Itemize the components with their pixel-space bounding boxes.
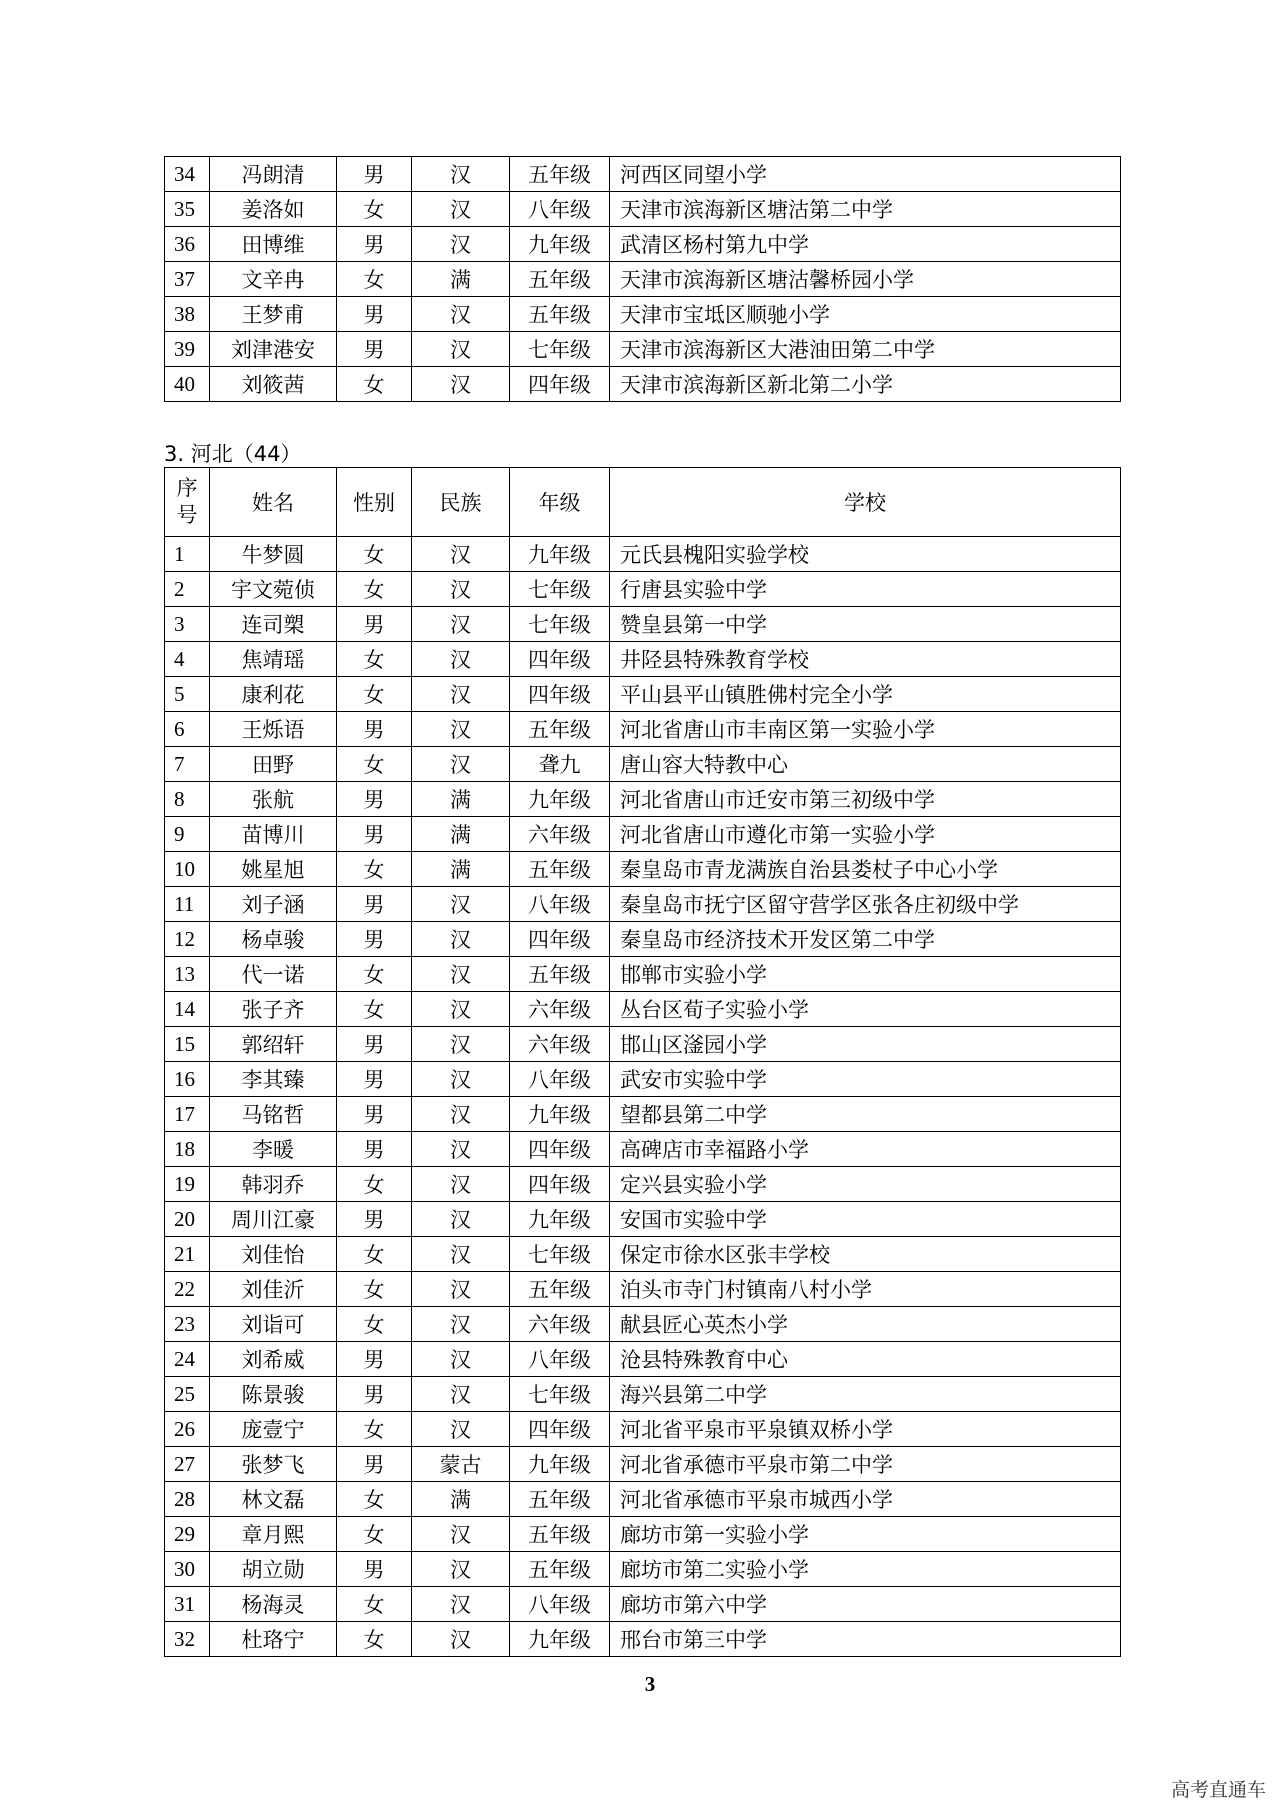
cell-name: 陈景骏 bbox=[210, 1377, 337, 1412]
cell-seq: 38 bbox=[165, 297, 210, 332]
cell-gender: 女 bbox=[337, 957, 412, 992]
cell-gender: 女 bbox=[337, 367, 412, 402]
cell-seq: 16 bbox=[165, 1062, 210, 1097]
cell-school: 河西区同望小学 bbox=[610, 157, 1121, 192]
cell-gender: 男 bbox=[337, 922, 412, 957]
cell-seq: 22 bbox=[165, 1272, 210, 1307]
table-row bbox=[165, 1587, 1121, 1622]
table-row bbox=[165, 1202, 1121, 1237]
cell-gender: 男 bbox=[337, 817, 412, 852]
cell-grade: 七年级 bbox=[510, 332, 610, 367]
watermark: 高考直通车 bbox=[1170, 1779, 1266, 1801]
cell-ethnicity: 汉 bbox=[412, 642, 510, 677]
cell-gender: 男 bbox=[337, 607, 412, 642]
section-title-hebei: 3. 河北（44） bbox=[164, 442, 302, 466]
cell-name: 田野 bbox=[210, 747, 337, 782]
cell-grade: 六年级 bbox=[510, 992, 610, 1027]
table-row bbox=[165, 1307, 1121, 1342]
cell-seq: 30 bbox=[165, 1552, 210, 1587]
cell-gender: 女 bbox=[337, 1482, 412, 1517]
cell-grade: 八年级 bbox=[510, 887, 610, 922]
cell-grade: 四年级 bbox=[510, 922, 610, 957]
cell-ethnicity: 汉 bbox=[412, 1062, 510, 1097]
cell-grade: 九年级 bbox=[510, 1097, 610, 1132]
cell-grade: 五年级 bbox=[510, 1272, 610, 1307]
cell-seq: 28 bbox=[165, 1482, 210, 1517]
cell-seq: 32 bbox=[165, 1622, 210, 1657]
cell-school: 河北省唐山市丰南区第一实验小学 bbox=[610, 712, 1121, 747]
table-row bbox=[165, 1517, 1121, 1552]
cell-seq: 29 bbox=[165, 1517, 210, 1552]
cell-seq: 36 bbox=[165, 227, 210, 262]
cell-grade: 八年级 bbox=[510, 1062, 610, 1097]
cell-grade: 八年级 bbox=[510, 1587, 610, 1622]
cell-name: 胡立勋 bbox=[210, 1552, 337, 1587]
cell-grade: 四年级 bbox=[510, 1412, 610, 1447]
cell-grade: 九年级 bbox=[510, 1447, 610, 1482]
table-row bbox=[165, 1027, 1121, 1062]
cell-gender: 女 bbox=[337, 1622, 412, 1657]
cell-ethnicity: 汉 bbox=[412, 747, 510, 782]
cell-name: 杨卓骏 bbox=[210, 922, 337, 957]
cell-grade: 四年级 bbox=[510, 367, 610, 402]
table-row bbox=[165, 297, 1121, 332]
cell-gender: 男 bbox=[337, 1552, 412, 1587]
cell-name: 张梦飞 bbox=[210, 1447, 337, 1482]
header-ethnicity: 民族 bbox=[412, 468, 510, 537]
cell-ethnicity: 满 bbox=[412, 817, 510, 852]
cell-gender: 女 bbox=[337, 677, 412, 712]
table-row bbox=[165, 157, 1121, 192]
table-row bbox=[165, 1272, 1121, 1307]
cell-name: 刘佳怡 bbox=[210, 1237, 337, 1272]
table-row bbox=[165, 1342, 1121, 1377]
student-table-tianjin-continued bbox=[164, 156, 1121, 402]
cell-ethnicity: 汉 bbox=[412, 1517, 510, 1552]
cell-gender: 男 bbox=[337, 1027, 412, 1062]
cell-ethnicity: 汉 bbox=[412, 1097, 510, 1132]
cell-school: 天津市宝坻区顺驰小学 bbox=[610, 297, 1121, 332]
cell-seq: 19 bbox=[165, 1167, 210, 1202]
cell-gender: 男 bbox=[337, 1097, 412, 1132]
cell-school: 邯山区滏园小学 bbox=[610, 1027, 1121, 1062]
cell-ethnicity: 汉 bbox=[412, 297, 510, 332]
cell-gender: 女 bbox=[337, 192, 412, 227]
cell-gender: 女 bbox=[337, 1167, 412, 1202]
table-row bbox=[165, 852, 1121, 887]
cell-ethnicity: 汉 bbox=[412, 712, 510, 747]
cell-school: 保定市徐水区张丰学校 bbox=[610, 1237, 1121, 1272]
cell-gender: 男 bbox=[337, 1202, 412, 1237]
cell-gender: 女 bbox=[337, 537, 412, 572]
cell-school: 秦皇岛市抚宁区留守营学区张各庄初级中学 bbox=[610, 887, 1121, 922]
cell-school: 天津市滨海新区塘沽第二中学 bbox=[610, 192, 1121, 227]
cell-school: 廊坊市第二实验小学 bbox=[610, 1552, 1121, 1587]
cell-name: 张航 bbox=[210, 782, 337, 817]
cell-grade: 五年级 bbox=[510, 1517, 610, 1552]
cell-school: 海兴县第二中学 bbox=[610, 1377, 1121, 1412]
cell-name: 张子齐 bbox=[210, 992, 337, 1027]
cell-name: 宇文菀侦 bbox=[210, 572, 337, 607]
cell-seq: 5 bbox=[165, 677, 210, 712]
cell-seq: 9 bbox=[165, 817, 210, 852]
cell-ethnicity: 满 bbox=[412, 852, 510, 887]
cell-name: 章月熙 bbox=[210, 1517, 337, 1552]
cell-name: 姚星旭 bbox=[210, 852, 337, 887]
table-row bbox=[165, 572, 1121, 607]
cell-seq: 40 bbox=[165, 367, 210, 402]
cell-name: 李暖 bbox=[210, 1132, 337, 1167]
cell-gender: 男 bbox=[337, 227, 412, 262]
cell-grade: 四年级 bbox=[510, 642, 610, 677]
cell-grade: 六年级 bbox=[510, 817, 610, 852]
cell-school: 献县匠心英杰小学 bbox=[610, 1307, 1121, 1342]
cell-ethnicity: 汉 bbox=[412, 992, 510, 1027]
cell-name: 牛梦圆 bbox=[210, 537, 337, 572]
cell-gender: 男 bbox=[337, 157, 412, 192]
cell-seq: 3 bbox=[165, 607, 210, 642]
cell-name: 刘诣可 bbox=[210, 1307, 337, 1342]
cell-gender: 男 bbox=[337, 1447, 412, 1482]
cell-ethnicity: 汉 bbox=[412, 367, 510, 402]
table-row bbox=[165, 922, 1121, 957]
cell-grade: 九年级 bbox=[510, 537, 610, 572]
table-row bbox=[165, 262, 1121, 297]
cell-school: 望都县第二中学 bbox=[610, 1097, 1121, 1132]
cell-gender: 男 bbox=[337, 887, 412, 922]
cell-school: 高碑店市幸福路小学 bbox=[610, 1132, 1121, 1167]
cell-gender: 女 bbox=[337, 1237, 412, 1272]
table-row bbox=[165, 712, 1121, 747]
student-table-hebei bbox=[164, 467, 1121, 1657]
cell-seq: 26 bbox=[165, 1412, 210, 1447]
cell-ethnicity: 汉 bbox=[412, 1622, 510, 1657]
table-row bbox=[165, 887, 1121, 922]
cell-name: 田博维 bbox=[210, 227, 337, 262]
cell-school: 天津市滨海新区新北第二小学 bbox=[610, 367, 1121, 402]
cell-school: 秦皇岛市经济技术开发区第二中学 bbox=[610, 922, 1121, 957]
cell-name: 刘筱茜 bbox=[210, 367, 337, 402]
cell-ethnicity: 汉 bbox=[412, 677, 510, 712]
cell-grade: 九年级 bbox=[510, 1622, 610, 1657]
cell-seq: 24 bbox=[165, 1342, 210, 1377]
table-row bbox=[165, 1377, 1121, 1412]
cell-grade: 八年级 bbox=[510, 1342, 610, 1377]
cell-gender: 女 bbox=[337, 852, 412, 887]
cell-school: 井陉县特殊教育学校 bbox=[610, 642, 1121, 677]
cell-grade: 七年级 bbox=[510, 1237, 610, 1272]
cell-ethnicity: 汉 bbox=[412, 1307, 510, 1342]
cell-seq: 6 bbox=[165, 712, 210, 747]
cell-grade: 五年级 bbox=[510, 262, 610, 297]
cell-ethnicity: 汉 bbox=[412, 1342, 510, 1377]
cell-grade: 五年级 bbox=[510, 712, 610, 747]
cell-gender: 男 bbox=[337, 332, 412, 367]
cell-grade: 聋九 bbox=[510, 747, 610, 782]
cell-grade: 七年级 bbox=[510, 572, 610, 607]
table-row bbox=[165, 1132, 1121, 1167]
cell-ethnicity: 汉 bbox=[412, 957, 510, 992]
cell-seq: 4 bbox=[165, 642, 210, 677]
cell-grade: 八年级 bbox=[510, 192, 610, 227]
cell-seq: 11 bbox=[165, 887, 210, 922]
cell-ethnicity: 满 bbox=[412, 262, 510, 297]
cell-ethnicity: 汉 bbox=[412, 157, 510, 192]
table-row bbox=[165, 782, 1121, 817]
cell-ethnicity: 蒙古 bbox=[412, 1447, 510, 1482]
table-row bbox=[165, 1482, 1121, 1517]
cell-gender: 女 bbox=[337, 1307, 412, 1342]
cell-grade: 五年级 bbox=[510, 1552, 610, 1587]
cell-ethnicity: 汉 bbox=[412, 1377, 510, 1412]
cell-name: 杨海灵 bbox=[210, 1587, 337, 1622]
table-row bbox=[165, 642, 1121, 677]
cell-name: 文辛冉 bbox=[210, 262, 337, 297]
table-row bbox=[165, 992, 1121, 1027]
cell-seq: 20 bbox=[165, 1202, 210, 1237]
cell-seq: 15 bbox=[165, 1027, 210, 1062]
header-name: 姓名 bbox=[210, 468, 337, 537]
cell-grade: 五年级 bbox=[510, 852, 610, 887]
table-row bbox=[165, 957, 1121, 992]
cell-seq: 10 bbox=[165, 852, 210, 887]
cell-name: 郭绍轩 bbox=[210, 1027, 337, 1062]
cell-seq: 37 bbox=[165, 262, 210, 297]
cell-ethnicity: 汉 bbox=[412, 1237, 510, 1272]
cell-seq: 13 bbox=[165, 957, 210, 992]
cell-school: 唐山容大特教中心 bbox=[610, 747, 1121, 782]
cell-school: 邯郸市实验小学 bbox=[610, 957, 1121, 992]
cell-grade: 六年级 bbox=[510, 1027, 610, 1062]
cell-ethnicity: 汉 bbox=[412, 537, 510, 572]
table-row bbox=[165, 1097, 1121, 1132]
cell-seq: 31 bbox=[165, 1587, 210, 1622]
cell-name: 庞壹宁 bbox=[210, 1412, 337, 1447]
cell-school: 行唐县实验中学 bbox=[610, 572, 1121, 607]
table-row bbox=[165, 817, 1121, 852]
table-row bbox=[165, 747, 1121, 782]
cell-name: 林文磊 bbox=[210, 1482, 337, 1517]
table-row bbox=[165, 1447, 1121, 1482]
cell-name: 连司槊 bbox=[210, 607, 337, 642]
cell-name: 杜珞宁 bbox=[210, 1622, 337, 1657]
cell-seq: 25 bbox=[165, 1377, 210, 1412]
cell-gender: 男 bbox=[337, 1062, 412, 1097]
cell-name: 康利花 bbox=[210, 677, 337, 712]
cell-school: 廊坊市第六中学 bbox=[610, 1587, 1121, 1622]
cell-grade: 九年级 bbox=[510, 1202, 610, 1237]
table-header-row bbox=[165, 468, 1121, 537]
cell-school: 定兴县实验小学 bbox=[610, 1167, 1121, 1202]
cell-gender: 男 bbox=[337, 1132, 412, 1167]
cell-ethnicity: 汉 bbox=[412, 1132, 510, 1167]
cell-seq: 39 bbox=[165, 332, 210, 367]
cell-school: 河北省平泉市平泉镇双桥小学 bbox=[610, 1412, 1121, 1447]
table-row bbox=[165, 1167, 1121, 1202]
cell-gender: 男 bbox=[337, 782, 412, 817]
cell-grade: 四年级 bbox=[510, 677, 610, 712]
cell-gender: 女 bbox=[337, 572, 412, 607]
cell-grade: 七年级 bbox=[510, 1377, 610, 1412]
cell-seq: 12 bbox=[165, 922, 210, 957]
table-row bbox=[165, 607, 1121, 642]
cell-name: 苗博川 bbox=[210, 817, 337, 852]
cell-school: 武安市实验中学 bbox=[610, 1062, 1121, 1097]
cell-gender: 男 bbox=[337, 1377, 412, 1412]
cell-name: 马铭哲 bbox=[210, 1097, 337, 1132]
table-row bbox=[165, 227, 1121, 262]
cell-gender: 女 bbox=[337, 1272, 412, 1307]
cell-grade: 四年级 bbox=[510, 1167, 610, 1202]
cell-grade: 九年级 bbox=[510, 227, 610, 262]
cell-ethnicity: 汉 bbox=[412, 1202, 510, 1237]
cell-school: 邢台市第三中学 bbox=[610, 1622, 1121, 1657]
cell-gender: 女 bbox=[337, 1587, 412, 1622]
cell-ethnicity: 汉 bbox=[412, 1587, 510, 1622]
cell-seq: 21 bbox=[165, 1237, 210, 1272]
cell-school: 廊坊市第一实验小学 bbox=[610, 1517, 1121, 1552]
cell-gender: 女 bbox=[337, 1517, 412, 1552]
cell-name: 焦靖瑶 bbox=[210, 642, 337, 677]
cell-gender: 男 bbox=[337, 297, 412, 332]
cell-seq: 35 bbox=[165, 192, 210, 227]
table-row bbox=[165, 1412, 1121, 1447]
table-row bbox=[165, 537, 1121, 572]
cell-ethnicity: 汉 bbox=[412, 572, 510, 607]
cell-school: 沧县特殊教育中心 bbox=[610, 1342, 1121, 1377]
cell-ethnicity: 汉 bbox=[412, 192, 510, 227]
page-number: 3 bbox=[644, 1672, 656, 1696]
cell-ethnicity: 汉 bbox=[412, 1167, 510, 1202]
cell-school: 元氏县槐阳实验学校 bbox=[610, 537, 1121, 572]
cell-name: 冯朗清 bbox=[210, 157, 337, 192]
cell-seq: 14 bbox=[165, 992, 210, 1027]
cell-seq: 8 bbox=[165, 782, 210, 817]
cell-grade: 五年级 bbox=[510, 1482, 610, 1517]
cell-ethnicity: 汉 bbox=[412, 922, 510, 957]
cell-seq: 17 bbox=[165, 1097, 210, 1132]
cell-seq: 7 bbox=[165, 747, 210, 782]
cell-grade: 五年级 bbox=[510, 957, 610, 992]
cell-ethnicity: 满 bbox=[412, 782, 510, 817]
table-row bbox=[165, 192, 1121, 227]
table-row bbox=[165, 1237, 1121, 1272]
cell-grade: 四年级 bbox=[510, 1132, 610, 1167]
cell-gender: 女 bbox=[337, 992, 412, 1027]
cell-seq: 23 bbox=[165, 1307, 210, 1342]
table-row bbox=[165, 1062, 1121, 1097]
header-grade: 年级 bbox=[510, 468, 610, 537]
cell-school: 河北省承德市平泉市城西小学 bbox=[610, 1482, 1121, 1517]
cell-ethnicity: 汉 bbox=[412, 1027, 510, 1062]
cell-name: 王梦甫 bbox=[210, 297, 337, 332]
cell-school: 安国市实验中学 bbox=[610, 1202, 1121, 1237]
cell-gender: 男 bbox=[337, 712, 412, 747]
cell-ethnicity: 汉 bbox=[412, 1412, 510, 1447]
cell-gender: 女 bbox=[337, 642, 412, 677]
table-row bbox=[165, 1552, 1121, 1587]
cell-gender: 女 bbox=[337, 1412, 412, 1447]
cell-name: 刘津港安 bbox=[210, 332, 337, 367]
cell-school: 河北省承德市平泉市第二中学 bbox=[610, 1447, 1121, 1482]
header-gender: 性别 bbox=[337, 468, 412, 537]
cell-seq: 18 bbox=[165, 1132, 210, 1167]
cell-school: 秦皇岛市青龙满族自治县娄杖子中心小学 bbox=[610, 852, 1121, 887]
cell-school: 平山县平山镇胜佛村完全小学 bbox=[610, 677, 1121, 712]
cell-grade: 七年级 bbox=[510, 607, 610, 642]
cell-ethnicity: 汉 bbox=[412, 1272, 510, 1307]
cell-name: 代一诺 bbox=[210, 957, 337, 992]
cell-name: 李其臻 bbox=[210, 1062, 337, 1097]
cell-name: 刘佳沂 bbox=[210, 1272, 337, 1307]
cell-school: 天津市滨海新区大港油田第二中学 bbox=[610, 332, 1121, 367]
cell-seq: 2 bbox=[165, 572, 210, 607]
cell-ethnicity: 满 bbox=[412, 1482, 510, 1517]
cell-ethnicity: 汉 bbox=[412, 1552, 510, 1587]
cell-name: 韩羽乔 bbox=[210, 1167, 337, 1202]
cell-ethnicity: 汉 bbox=[412, 607, 510, 642]
cell-name: 王烁语 bbox=[210, 712, 337, 747]
cell-gender: 男 bbox=[337, 1342, 412, 1377]
cell-gender: 女 bbox=[337, 262, 412, 297]
table-row bbox=[165, 1622, 1121, 1657]
cell-name: 刘子涵 bbox=[210, 887, 337, 922]
cell-grade: 五年级 bbox=[510, 297, 610, 332]
cell-school: 武清区杨村第九中学 bbox=[610, 227, 1121, 262]
cell-seq: 27 bbox=[165, 1447, 210, 1482]
cell-seq: 34 bbox=[165, 157, 210, 192]
table-row bbox=[165, 367, 1121, 402]
cell-ethnicity: 汉 bbox=[412, 332, 510, 367]
cell-school: 泊头市寺门村镇南八村小学 bbox=[610, 1272, 1121, 1307]
cell-grade: 九年级 bbox=[510, 782, 610, 817]
cell-name: 姜洛如 bbox=[210, 192, 337, 227]
cell-school: 河北省唐山市遵化市第一实验小学 bbox=[610, 817, 1121, 852]
cell-name: 刘希威 bbox=[210, 1342, 337, 1377]
cell-school: 天津市滨海新区塘沽馨桥园小学 bbox=[610, 262, 1121, 297]
table-row bbox=[165, 677, 1121, 712]
cell-gender: 女 bbox=[337, 747, 412, 782]
header-seq: 序号 bbox=[165, 468, 210, 537]
table-row bbox=[165, 332, 1121, 367]
cell-school: 丛台区荀子实验小学 bbox=[610, 992, 1121, 1027]
cell-grade: 五年级 bbox=[510, 157, 610, 192]
cell-ethnicity: 汉 bbox=[412, 887, 510, 922]
cell-school: 河北省唐山市迁安市第三初级中学 bbox=[610, 782, 1121, 817]
cell-school: 赞皇县第一中学 bbox=[610, 607, 1121, 642]
cell-seq: 1 bbox=[165, 537, 210, 572]
header-school: 学校 bbox=[610, 468, 1121, 537]
cell-name: 周川江豪 bbox=[210, 1202, 337, 1237]
cell-grade: 六年级 bbox=[510, 1307, 610, 1342]
cell-ethnicity: 汉 bbox=[412, 227, 510, 262]
